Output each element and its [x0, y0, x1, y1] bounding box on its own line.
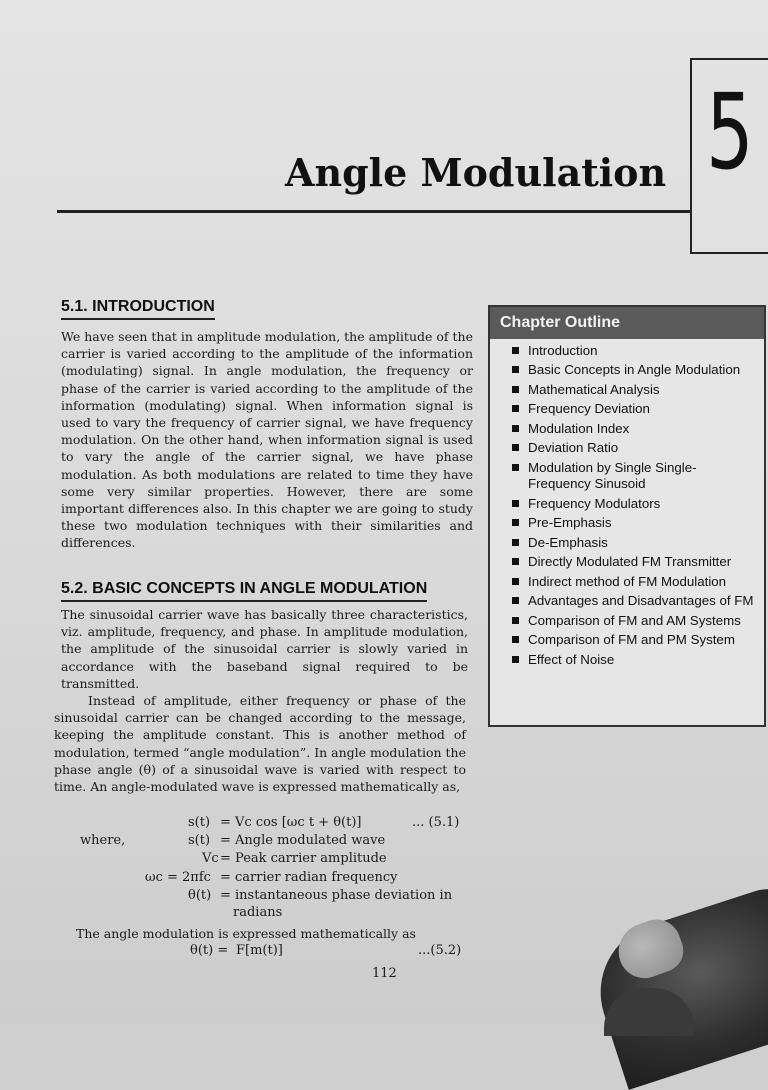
square-bullet-icon [512, 500, 519, 507]
outline-item: De-Emphasis [510, 535, 758, 551]
outline-item: Modulation by Single Single-Frequency Sinusoid [510, 460, 758, 493]
equation-5-1-rhs: = Vc cos [ωc t + θ(t)] [220, 815, 362, 830]
chapter-number-box [690, 58, 768, 254]
finger-shadow [582, 876, 768, 1090]
square-bullet-icon [512, 366, 519, 373]
chapter-outline-box [488, 305, 766, 727]
definition-symbol: θ(t) [188, 888, 212, 903]
outline-item: Frequency Modulators [510, 496, 758, 512]
page-number: 112 [372, 966, 397, 981]
definition-text: = instantaneous phase deviation in [220, 888, 453, 903]
outline-item: Deviation Ratio [510, 440, 758, 456]
equation-5-1-ref: ... (5.1) [412, 815, 460, 830]
equation-5-2-lhs: θ(t) = [190, 943, 229, 958]
square-bullet-icon [512, 656, 519, 663]
basic-paragraph-2: Instead of amplitude, either frequency or phase of the sinusoidal carrier can be changed according to the message, keeping the amplitude constant. This is another method of modulation, termed “angle modulation”. In angle modulation the phase angle (θ) of a sinusoidal wave is varied with respect to time. An angle-modulated wave is expressed mathematically as, [54, 693, 466, 795]
square-bullet-icon [512, 539, 519, 546]
outline-item: Effect of Noise [510, 652, 758, 668]
basic-paragraph-1: The sinusoidal carrier wave has basically three characteristics, viz. amplitude, frequency, and phase. In amplitude modulation, the amplitude of the sinusoidal carrier is slowly varied in accordance with the baseband signal required to be transmitted. [61, 607, 468, 691]
square-bullet-icon [512, 425, 519, 432]
outline-item: Introduction [510, 343, 758, 359]
outline-item: Directly Modulated FM Transmitter [510, 554, 758, 570]
square-bullet-icon [512, 405, 519, 412]
square-bullet-icon [512, 464, 519, 471]
square-bullet-icon [512, 578, 519, 585]
outline-item: Indirect method of FM Modulation [510, 574, 758, 590]
definition-continuation: radians [233, 905, 283, 920]
definition-text: = Angle modulated wave [220, 833, 386, 848]
square-bullet-icon [512, 636, 519, 643]
chapter-title: Angle Modulation [285, 150, 667, 195]
definition-symbol: Vc [202, 851, 219, 866]
square-bullet-icon [512, 519, 519, 526]
square-bullet-icon [512, 386, 519, 393]
chapter-number: 5 [706, 71, 754, 193]
equation-5-2-rhs: F[m(t)] [236, 943, 283, 958]
intro-paragraph: We have seen that in amplitude modulation, the amplitude of the carrier is varied according to the amplitude of the information (modulating) signal. In angle modulation, the frequency or phase of the carrier is varied according to the amplitude of the information (modulating) signal. When information signal is used to vary the frequency of carrier signal, we have frequency modulation. On the other hand, when information signal is used to vary the angle of the carrier signal, we have phase modulation. As both modulations are related to time they have some very similar properties. However, there are some important differences also. In this chapter we are going to study these two modulation techniques with their similarities and differences. [61, 329, 473, 551]
outline-item: Mathematical Analysis [510, 382, 758, 398]
outline-item: Comparison of FM and AM Systems [510, 613, 758, 629]
chapter-outline-heading: Chapter Outline [490, 307, 764, 339]
definition-symbol: s(t) [188, 833, 211, 848]
basic-paragraph-3: The angle modulation is expressed mathematically as [76, 926, 416, 941]
outline-item: Pre-Emphasis [510, 515, 758, 531]
equation-5-2-ref: ...(5.2) [418, 943, 462, 958]
section-heading-basic-concepts: 5.2. BASIC CONCEPTS IN ANGLE MODULATION [61, 580, 427, 602]
definition-text: = Peak carrier amplitude [220, 851, 387, 866]
outline-item: Comparison of FM and PM System [510, 632, 758, 648]
outline-item: Basic Concepts in Angle Modulation [510, 362, 758, 378]
outline-item: Modulation Index [510, 421, 758, 437]
equation-5-1-lhs: s(t) [188, 815, 211, 830]
section-heading-introduction: 5.1. INTRODUCTION [61, 298, 215, 320]
where-label: where, [80, 833, 126, 848]
square-bullet-icon [512, 617, 519, 624]
square-bullet-icon [512, 347, 519, 354]
chapter-outline-list [490, 343, 764, 668]
square-bullet-icon [512, 597, 519, 604]
outline-item: Frequency Deviation [510, 401, 758, 417]
title-rule [57, 210, 697, 213]
square-bullet-icon [512, 444, 519, 451]
square-bullet-icon [512, 558, 519, 565]
outline-item: Advantages and Disadvantages of FM [510, 593, 758, 609]
definition-symbol: ωc = 2πfc [145, 870, 211, 885]
definition-text: = carrier radian frequency [220, 870, 398, 885]
